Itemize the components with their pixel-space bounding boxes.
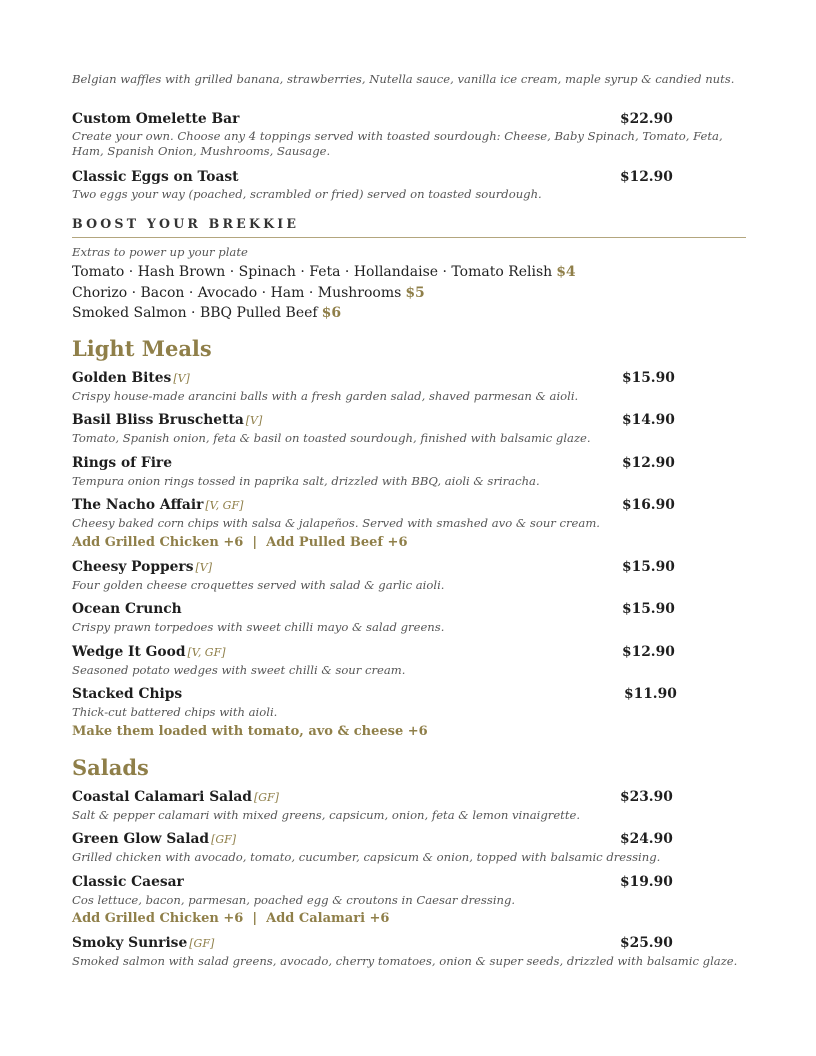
dietary-tag: [V] <box>195 561 213 574</box>
item-name-basil-bliss-bruschetta: Basil Bliss Bruschetta [V] <box>72 412 263 428</box>
item-description-rings-of-fire: Tempura onion rings tossed in paprika salt, drizzled with BBQ, aioli & sriracha. <box>72 474 540 488</box>
item-price-smoky-sunrise: $25.90 <box>620 935 673 951</box>
boost-line-2 <box>72 285 425 301</box>
item-price-stacked-chips: $11.90 <box>624 686 677 702</box>
item-description-stacked-chips: Thick-cut battered chips with aioli. <box>72 705 278 719</box>
boost-section-title: BOOST YOUR BREKKIE <box>72 216 300 231</box>
item-name-smoky-sunrise: Smoky Sunrise [GF] <box>72 935 215 951</box>
item-description-ocean-crunch: Crispy prawn torpedoes with sweet chilli mayo & salad greens. <box>72 620 445 634</box>
item-price-classic-caesar: $19.90 <box>620 874 673 890</box>
item-description-the-nacho-affair: Cheesy baked corn chips with salsa & jalapeños. Served with smashed avo & sour cream. <box>72 516 600 530</box>
item-description-green-glow-salad: Grilled chicken with avocado, tomato, cucumber, capsicum & onion, topped with balsamic dressing. <box>72 850 661 864</box>
item-price-basil-bliss-bruschetta: $14.90 <box>622 412 675 428</box>
dietary-tag: [GF] <box>189 937 215 950</box>
waffles-description: Belgian waffles with grilled banana, strawberries, Nutella sauce, vanilla ice cream, maple syrup & candied nuts. <box>72 72 735 86</box>
item-description-basil-bliss-bruschetta: Tomato, Spanish onion, feta & basil on toasted sourdough, finished with balsamic glaze. <box>72 431 591 445</box>
item-description-cheesy-poppers: Four golden cheese croquettes served with salad & garlic aioli. <box>72 578 445 592</box>
item-price-golden-bites: $15.90 <box>622 370 675 386</box>
boost-line-1 <box>72 264 576 280</box>
dietary-tag: [V] <box>245 414 263 427</box>
dietary-tag: [V, GF] <box>187 646 226 659</box>
item-name-stacked-chips: Stacked Chips <box>72 686 183 702</box>
dietary-tag: [GF] <box>253 791 279 804</box>
boost-divider <box>72 237 746 238</box>
item-name-classic-eggs-on-toast: Classic Eggs on Toast <box>72 169 239 185</box>
item-addon-the-nacho-affair: Add Grilled Chicken +6 | Add Pulled Beef +6 <box>72 535 408 550</box>
item-description-wedge-it-good: Seasoned potato wedges with sweet chilli & sour cream. <box>72 663 406 677</box>
item-name-cheesy-poppers: Cheesy Poppers [V] <box>72 559 213 575</box>
dietary-tag: [V] <box>173 372 190 385</box>
boost-line-2-price: $5 <box>405 285 425 301</box>
item-description-golden-bites: Crispy house-made arancini balls with a fresh garden salad, shaved parmesan & aioli. <box>72 389 579 403</box>
item-price-coastal-calamari-salad: $23.90 <box>620 789 673 805</box>
item-price-rings-of-fire: $12.90 <box>622 455 675 471</box>
item-description-classic-eggs-on-toast: Two eggs your way (poached, scrambled or fried) served on toasted sourdough. <box>72 187 542 201</box>
item-description-classic-caesar: Cos lettuce, bacon, parmesan, poached egg & croutons in Caesar dressing. <box>72 893 516 907</box>
item-addon-classic-caesar: Add Grilled Chicken +6 | Add Calamari +6 <box>72 911 390 926</box>
item-description-coastal-calamari-salad: Salt & pepper calamari with mixed greens, capsicum, onion, feta & lemon vinaigrette. <box>72 808 581 822</box>
dietary-tag: [V, GF] <box>205 499 244 512</box>
section-title-light-meals: Light Meals <box>72 336 212 361</box>
item-price-wedge-it-good: $12.90 <box>622 644 675 660</box>
boost-line-1-price: $4 <box>556 264 576 280</box>
item-name-ocean-crunch: Ocean Crunch <box>72 601 182 617</box>
item-price-green-glow-salad: $24.90 <box>620 831 673 847</box>
item-name-wedge-it-good: Wedge It Good [V, GF] <box>72 644 226 660</box>
boost-subtitle: Extras to power up your plate <box>72 245 248 259</box>
boost-line-3-items: Smoked Salmon · BBQ Pulled Beef <box>72 305 318 321</box>
item-description-smoky-sunrise: Smoked salmon with salad greens, avocado, cherry tomatoes, onion & super seeds, drizzled with balsamic glaze. <box>72 954 738 968</box>
item-addon-stacked-chips: Make them loaded with tomato, avo & cheese +6 <box>72 724 428 739</box>
item-name-rings-of-fire: Rings of Fire <box>72 455 172 471</box>
item-name-custom-omelette-bar: Custom Omelette Bar <box>72 111 240 127</box>
dietary-tag: [GF] <box>211 833 237 846</box>
item-price-classic-eggs-on-toast: $12.90 <box>620 169 673 185</box>
section-title-salads: Salads <box>72 755 149 780</box>
boost-line-3-price: $6 <box>321 305 342 321</box>
item-name-classic-caesar: Classic Caesar <box>72 874 184 890</box>
boost-line-1-items: Tomato · Hash Brown · Spinach · Feta · Hollandaise · Tomato Relish <box>72 264 553 280</box>
boost-line-2-items: Chorizo · Bacon · Avocado · Ham · Mushrooms <box>72 285 402 301</box>
item-price-the-nacho-affair: $16.90 <box>622 497 675 513</box>
item-description-custom-omelette-bar: Create your own. Choose any 4 toppings served with toasted sourdough: Cheese, Baby Spinach, Tomato, Feta, Ham, Spanish Onion, Mushrooms, Sausage. <box>72 129 723 158</box>
item-price-cheesy-poppers: $15.90 <box>622 559 675 575</box>
item-name-golden-bites: Golden Bites [V] <box>72 370 190 386</box>
item-name-the-nacho-affair: The Nacho Affair [V, GF] <box>72 497 244 513</box>
boost-line-3 <box>72 305 341 321</box>
item-name-coastal-calamari-salad: Coastal Calamari Salad [GF] <box>72 789 279 805</box>
item-name-green-glow-salad: Green Glow Salad [GF] <box>72 831 237 847</box>
item-price-custom-omelette-bar: $22.90 <box>620 111 673 127</box>
item-price-ocean-crunch: $15.90 <box>622 601 675 617</box>
